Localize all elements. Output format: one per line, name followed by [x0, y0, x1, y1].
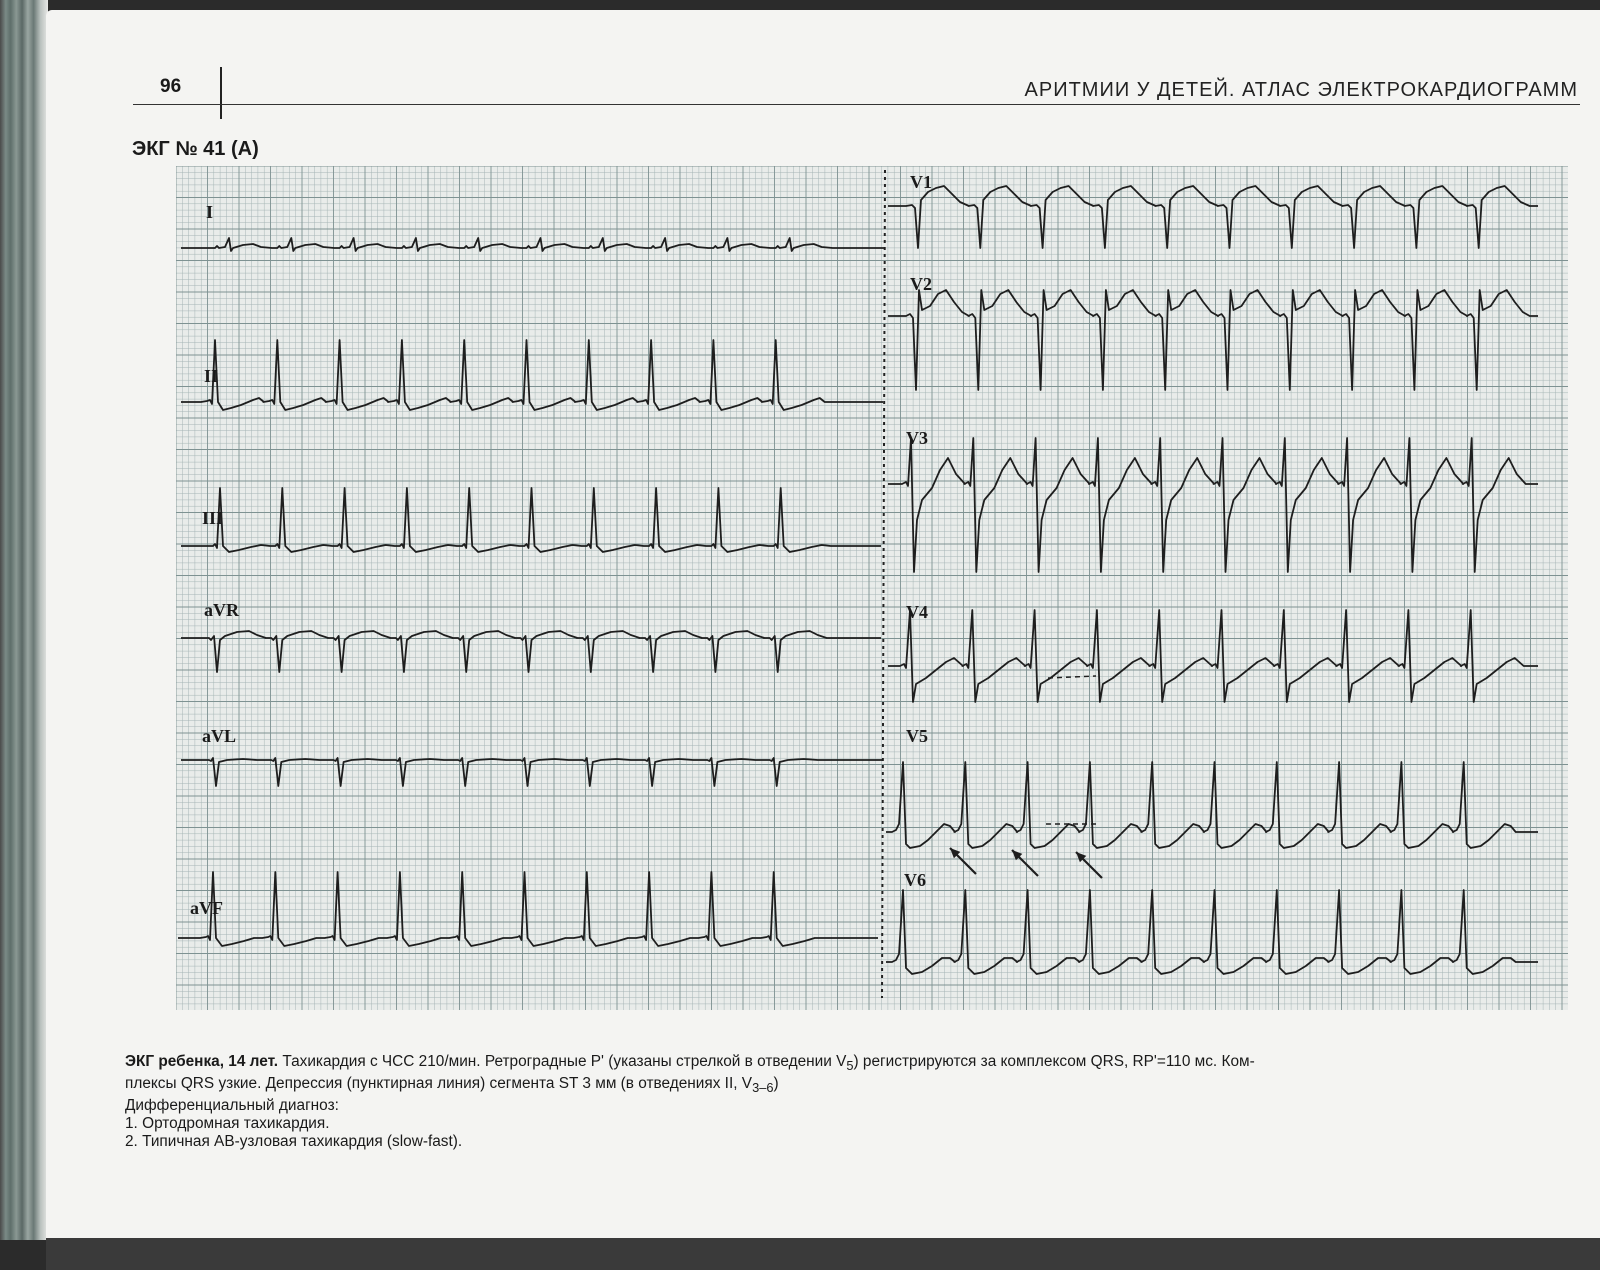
lead-label-III: III [202, 508, 224, 528]
ecg-figure [176, 166, 1568, 1010]
caption-diff-item-1: 1. Ортодромная тахикардия. [125, 1115, 330, 1133]
caption-diff-title: Дифференциальный диагноз: [125, 1097, 339, 1115]
header-rule [133, 104, 1580, 105]
ecg-title: ЭКГ № 41 (А) [132, 138, 259, 160]
lead-label-V3: V3 [906, 428, 928, 448]
running-title: АРИТМИИ У ДЕТЕЙ. АТЛАС ЭЛЕКТРОКАРДИОГРАММ [1024, 79, 1578, 101]
caption-paragraph [125, 1053, 1575, 1097]
bottom-edge [46, 1238, 1600, 1270]
caption-text-1a: Тахикардия с ЧСС 210/мин. Ретроградные P' (указаны стрелкой в отведении V [278, 1053, 847, 1070]
caption-lead: ЭКГ ребенка, 14 лет. [125, 1053, 279, 1070]
caption-sub-v3-6: 3–6 [752, 1080, 774, 1096]
lead-label-V4: V4 [906, 602, 928, 622]
caption-sub-v5: 5 [846, 1058, 854, 1074]
caption-diff-item-2: 2. Типичная АВ-узловая тахикардия (slow-fast). [125, 1133, 463, 1151]
caption-text-2a: плексы QRS узкие. Депрессия (пунктирная линия) сегмента ST 3 мм (в отведениях II, V [125, 1075, 753, 1093]
ecg-strip [176, 166, 1568, 1010]
lead-label-aVF: aVF [190, 898, 223, 918]
figure-caption [125, 1053, 1575, 1151]
lead-label-II: II [204, 366, 219, 386]
lead-label-aVL: aVL [202, 726, 237, 746]
page-number: 96 [160, 76, 182, 97]
lead-label-aVR: aVR [204, 600, 239, 620]
lead-label-I: I [206, 202, 214, 222]
caption-text-1b: ) регистрируются за комплексом QRS, RP'=110 мс. Ком- [853, 1053, 1255, 1070]
lead-label-V6: V6 [904, 870, 926, 890]
lead-label-V5: V5 [906, 726, 928, 746]
book-edge [0, 0, 48, 1240]
header-divider [220, 67, 222, 119]
caption-text-2b: ) [773, 1075, 779, 1093]
lead-label-V2: V2 [910, 274, 932, 294]
lead-label-V1: V1 [910, 172, 932, 192]
